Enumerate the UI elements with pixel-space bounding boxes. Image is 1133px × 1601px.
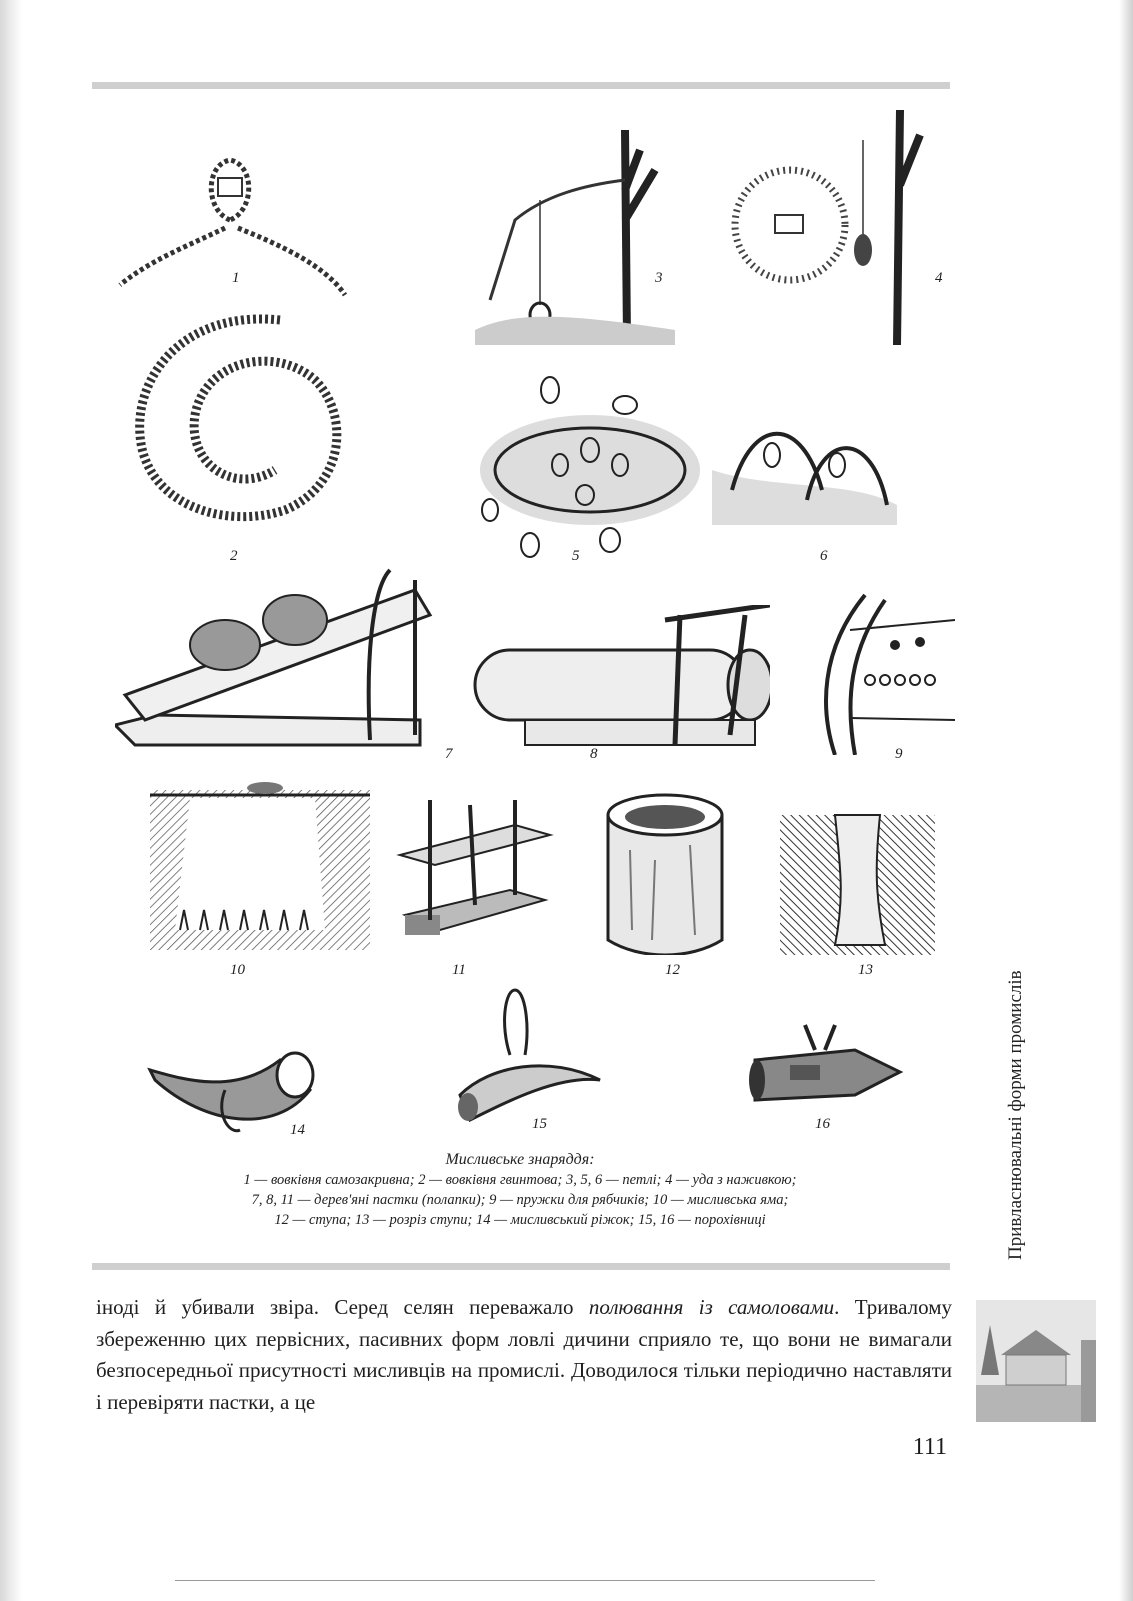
page-right-shadow [1119, 0, 1133, 1601]
caption-line: 12 — ступа; 13 — розріз ступи; 14 — мисливський ріжок; 15, 16 — порохівниці [274, 1212, 766, 1228]
figure-number: 5 [572, 548, 580, 564]
figure-4-bait-line [725, 105, 940, 350]
figure-number: 13 [858, 962, 873, 978]
figure-16-powder-flask [745, 1020, 905, 1110]
figure-9-bird-springs [810, 590, 955, 755]
chapter-thumbnail-image [976, 1300, 1096, 1422]
side-running-title: Привласнювальні форми промислів [1005, 970, 1026, 1260]
footer-rule [175, 1580, 875, 1581]
body-emphasis: полювання із самоловами [588, 1295, 835, 1319]
figure-7-deadfall-trap [115, 565, 440, 750]
caption-title: Мисливське знаряддя: [445, 1151, 595, 1168]
figure-5-snare-circle [470, 370, 710, 560]
caption-line: 7, 8, 11 — дерев'яні пастки (полапки); 9 — пружки для рябчиків; 10 — мисливська яма; [251, 1192, 789, 1208]
figure-11-box-trap [395, 795, 555, 945]
body-paragraph [96, 1292, 952, 1418]
figure-number: 8 [590, 746, 598, 762]
figure-caption [100, 1150, 940, 1230]
figure-8-log-trap [465, 605, 770, 750]
figure-1-chain-trap [110, 150, 350, 300]
figure-number: 14 [290, 1122, 305, 1138]
figure-6-arch-snares [712, 410, 897, 525]
caption-line: 1 — вовківня самозакривна; 2 — вовківня гвинтова; 3, 5, 6 — петлі; 4 — уда з наживкою; [243, 1172, 797, 1188]
figure-number: 1 [232, 270, 240, 286]
page-left-shadow [0, 0, 22, 1601]
figure-10-hunting-pit [150, 780, 370, 950]
body-text: іноді й убивали звіра. Серед селян переважало [96, 1295, 589, 1319]
page-number: 111 [912, 1434, 947, 1460]
figure-15-powder-horn [450, 985, 610, 1125]
figure-number: 4 [935, 270, 943, 286]
figure-number: 3 [655, 270, 663, 286]
figure-2-spiral-chain [125, 305, 355, 535]
figure-number: 6 [820, 548, 828, 564]
top-decorative-rule [92, 82, 950, 89]
figure-number: 12 [665, 962, 680, 978]
figure-number: 7 [445, 746, 453, 762]
figure-number: 10 [230, 962, 245, 978]
figure-3-snare-tree [475, 130, 675, 345]
body-text: . Тривалому збереженню цих первісних, пасивних форм ловлі дичини сприяло те, що вони не вимагали безпосередньої присутності мисливців на промислі. Доводилося тільки періодично наставляти і перевіряти пастки, а це [96, 1295, 953, 1414]
figure-12-stupa-log [600, 790, 730, 955]
figure-number: 15 [532, 1116, 547, 1132]
figure-number: 9 [895, 746, 903, 762]
figure-number: 11 [452, 962, 466, 978]
bottom-decorative-rule [92, 1263, 950, 1270]
figure-number: 2 [230, 548, 238, 564]
figure-number: 16 [815, 1116, 830, 1132]
figure-13-stupa-section [780, 805, 935, 955]
